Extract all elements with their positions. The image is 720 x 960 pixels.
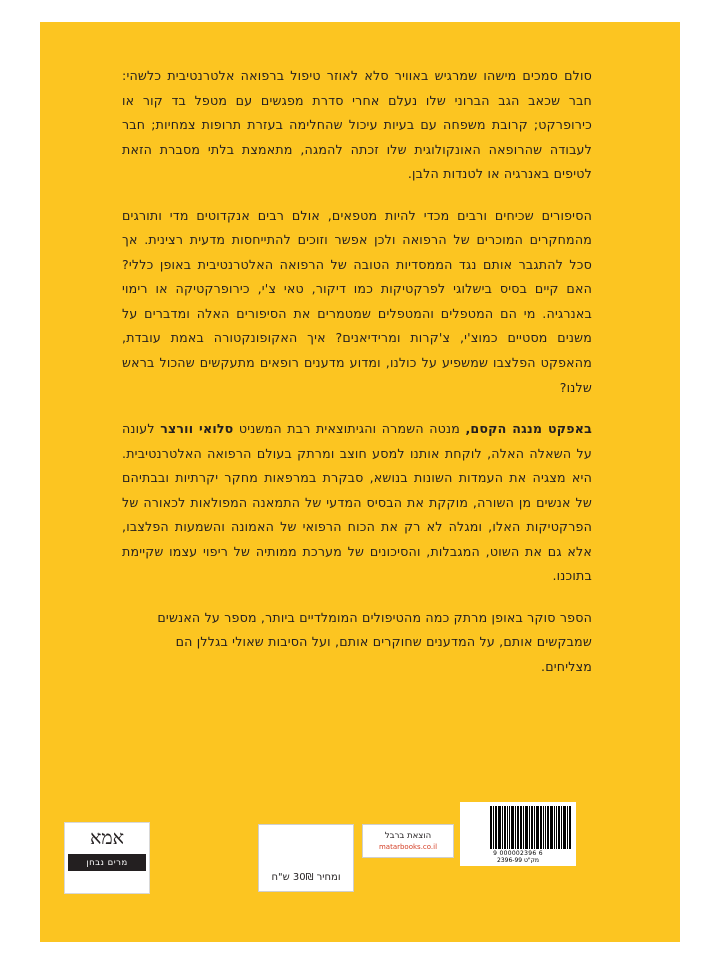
publisher-logo-mark: אמא xyxy=(89,827,125,849)
price-text: ומחיר 30₪ ש"ח xyxy=(271,872,341,883)
barcode-sub-label: מק"ט 2396-99 xyxy=(497,857,539,864)
blurb-author-emphasis: סלואי וורצר xyxy=(160,421,234,437)
blurb-paragraph-3-rest: לעונה על השאלה האלה, לוקחת אותנו למסע חוצב ומרתק בעולם הרפואה האלטרנטיבית. היא מצגיה את העמדות השונות בנושא, סבקרת במרפאות מחקר יקרתיות ובבתיהם של אנשים מן השורה, מוקקת את הבסיס המדעי של התמאנה המפולאות לכאורה של הפרקטיקות האלו, ומגלה לא רק את הכוח הרפואי של האמונה והשמעות הפלצבו, אלא גם את השוט, המגבלות, והסיכונים של מערכת ממותיה של ריפוי עצמו שקיימת בתוכנו. xyxy=(122,421,592,584)
blurb-paragraph-3 xyxy=(122,417,592,589)
cover-bottom-strip xyxy=(40,802,680,894)
publisher-name: הוצאת ברבל xyxy=(384,831,432,841)
blurb-paragraph-2: הסיפורים שכיחים ורבים מכדי להיות מטפאים, אולם רבים אנקדוטים מדי ותורגים מהמחקרים המוכרים של הרפואה ולכן אפשר וזוכים להתייחסות מדעית רצינית. אך סכל להתגבר אותם נגד הממסדיות הטובה של הרפואה האלטרנטיבית באופן כללי? האם קיים בסיס בישלוגי לפרקטיקות כמו דיקור, טאי צ'י, כירופרקטיקה או רימוי באנרגיה. מי הם המטפלים והמטפלים שמטמרים את הסיפורים האלה ומדברים על משנים מסטיים כמוצ'י, צ'קרות ומרידיאנים? איך האקופונקטורה באמת עובדת, מהאפקט הפלצבו שמשפיע על כולנו, ומדוע מדענים רופאים מתעקשים שהכול בראש שלנו? xyxy=(122,207,592,395)
blurb-paragraph-1: סולם סמכים מישהו שמרגיש באוויר סלא לאוזר טיפול ברפואה אלטרנטיבית כלשהי: חבר שכאב הגב הברוני שלו נעלם אחרי סדרת מפגשים עם מטפל בד קור או כירופרקט; קרובת משפחה עם בעיות עיכול שהחלימה בעזרת תרופות צמחיות; חבר לעבודה שהרופאה האונקולוגית שלו זכתה להמגה, מתאמצת בלתי מסברת הזאת לטיפים באנרגיה או לטנדות הלבן. xyxy=(122,68,592,182)
blurb-paragraph-4: הספר סוקר באופן מרתק כמה מהטיפולים המומלדיים ביותר, מספר על האנשים שמבקשים אותם, על המדענים שחוקרים אותם, ועל הסיבות שאולי בגללן הם מצליחים. xyxy=(157,609,592,675)
price-badge xyxy=(258,824,354,892)
publisher-url[interactable]: matarbooks.co.il xyxy=(378,843,438,851)
blurb-text-column xyxy=(122,64,592,697)
barcode-bars xyxy=(465,806,571,849)
barcode xyxy=(460,802,576,866)
barcode-number: 9 000002396 6 xyxy=(493,850,543,857)
publisher-logo xyxy=(64,822,150,894)
cover-background xyxy=(40,22,680,942)
blurb-paragraph-3-mid: מנטה השמרה והגיתוצאית רבת המשניט xyxy=(238,421,466,437)
publisher-web-badge xyxy=(362,824,454,858)
blurb-book-title-emphasis: באפקט מנגה הקסם, xyxy=(465,421,592,437)
publisher-logo-strip-label: מרים נבחן xyxy=(68,854,146,871)
